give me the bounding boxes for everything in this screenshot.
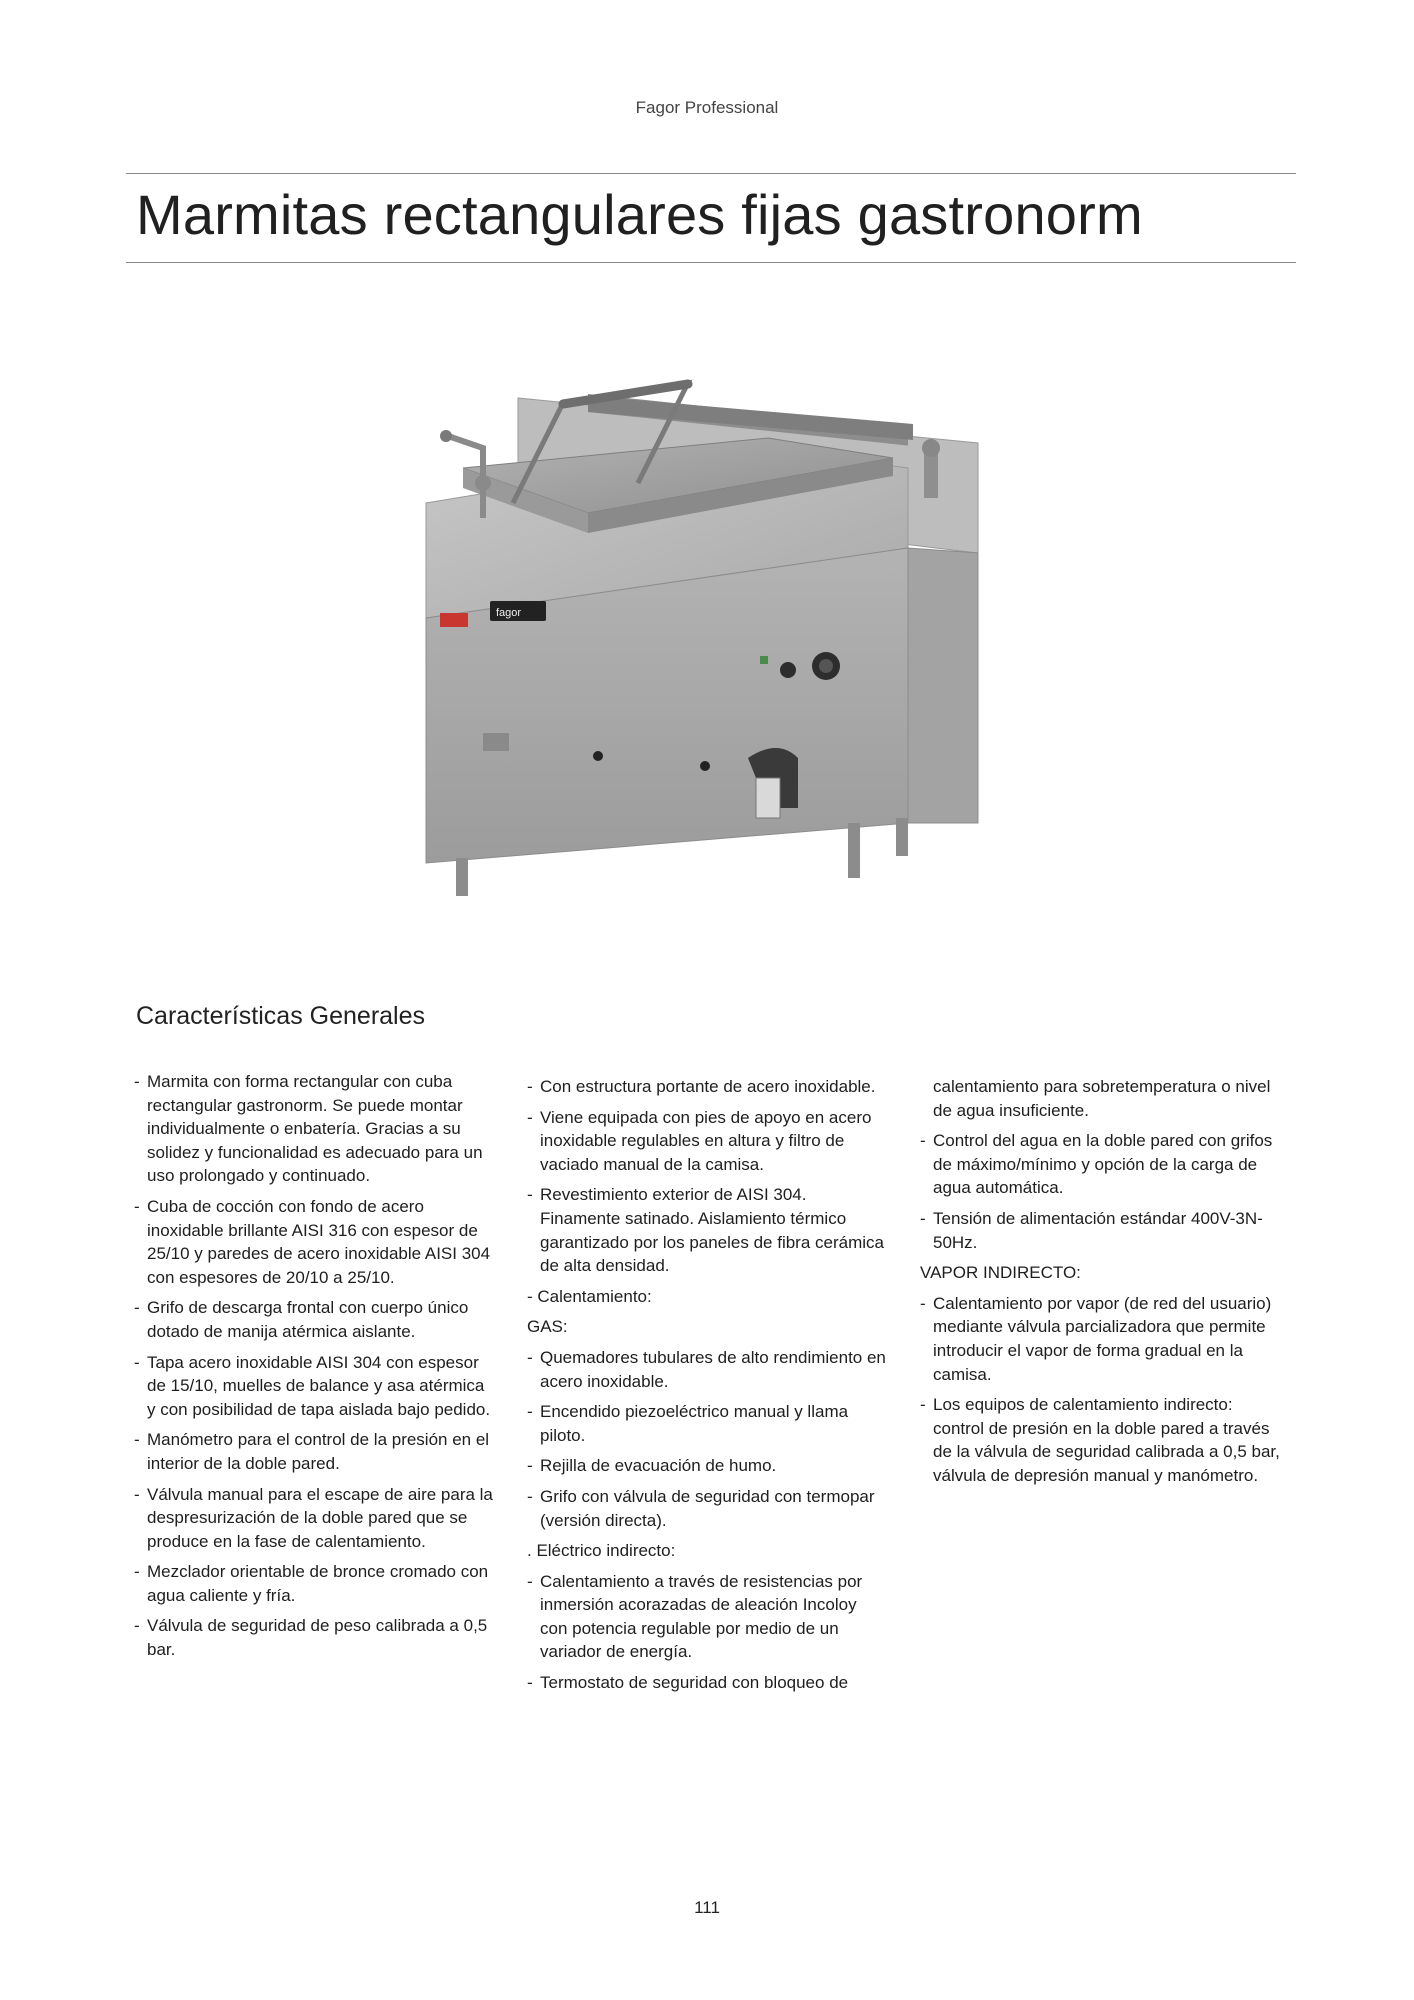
list-item-continuation: calentamiento para sobretemperatura o nivel de agua insuficiente. xyxy=(933,1077,1271,1120)
product-image xyxy=(208,318,1088,928)
list-item: - Tensión de alimentación estándar 400V-3N-50Hz. xyxy=(920,1208,1263,1252)
brand-header: Fagor Professional xyxy=(635,98,779,117)
list-item: - Cuba de cocción con fondo de acero inoxidable brillante AISI 316 con espesor de 25/10 y paredes de acero inoxidable AISI 304 con espesores de 20/10 a 25/10. xyxy=(134,1196,491,1287)
list-item: - Los equipos de calentamiento indirecto: control de presión en la doble pared a través de la válvula de seguridad calibrada a 0,5 bar, válvula de depresión manual y manómetro. xyxy=(920,1395,1280,1485)
list-item: - Viene equipada con pies de apoyo en acero inoxidable regulables en altura y filtro de vaciado manual de la camisa. xyxy=(527,1107,872,1174)
list-item: - Revestimiento exterior de AISI 304. Finamente satinado. Aislamiento térmico garantizado por los paneles de fibra cerámica de alta densidad. xyxy=(527,1185,884,1276)
list-item: - Válvula manual para el escape de aire para la despresurización de la doble pared que se produce en la fase de calentamiento. xyxy=(134,1484,493,1551)
list-item: - Marmita con forma rectangular con cuba rectangular gastronorm. Se puede montar individualmente o enbatería. Gracias a su solidez y funcionalidad es adecuado para un uso prolongado y continuado. xyxy=(134,1072,483,1186)
list-item: - Control del agua en la doble pared con grifos de máximo/mínimo y opción de la carga de agua automática. xyxy=(920,1131,1273,1198)
badge-text: fagor xyxy=(496,607,522,619)
list-item: - Grifo con válvula de seguridad con termopar (versión directa). xyxy=(527,1486,875,1530)
list-item: - Tapa acero inoxidable AISI 304 con espesor de 15/10, muelles de balance y asa atérmica y con posibilidad de tapa aislada bajo pedido. xyxy=(134,1352,491,1419)
list-item: - Válvula de seguridad de peso calibrada a 0,5 bar. xyxy=(134,1616,488,1660)
column-3 xyxy=(920,1075,1280,1495)
list-item: - Quemadores tubulares de alto rendimiento en acero inoxidable. xyxy=(527,1347,886,1391)
list-item: - Termostato de seguridad con bloqueo de xyxy=(527,1673,849,1693)
list-item: - Con estructura portante de acero inoxidable. xyxy=(527,1077,876,1096)
list-item: - Grifo de descarga frontal con cuerpo único dotado de manija atérmica aislante. xyxy=(134,1298,469,1341)
title-top-rule xyxy=(126,173,1296,174)
page-title: Marmitas rectangulares fijas gastronorm xyxy=(136,183,1143,246)
column-2 xyxy=(527,1075,887,1702)
electric-label: . Eléctrico indirecto: xyxy=(527,1541,676,1561)
heating-label: - Calentamiento: xyxy=(527,1286,652,1306)
list-item: - Mezclador orientable de bronce cromado con agua caliente y fría. xyxy=(134,1562,489,1605)
section-title: Características Generales xyxy=(136,1002,426,1030)
list-item: - Encendido piezoeléctrico manual y llama piloto. xyxy=(527,1402,849,1445)
list-item: - Calentamiento a través de resistencias por inmersión acorazadas de aleación Incoloy con potencia regulable por medio de un variador de energía. xyxy=(527,1571,863,1662)
list-item: - Manómetro para el control de la presión en el interior de la doble pared. xyxy=(134,1430,490,1473)
steam-label: VAPOR INDIRECTO: xyxy=(920,1263,1081,1283)
title-bottom-rule xyxy=(126,262,1296,263)
list-item: - Rejilla de evacuación de humo. xyxy=(527,1456,777,1476)
column-1 xyxy=(134,1070,494,1669)
gas-label: GAS: xyxy=(527,1317,568,1337)
list-item: - Calentamiento por vapor (de red del usuario) mediante válvula parcializadora que permite introducir el vapor de forma gradual en la camisa. xyxy=(920,1293,1272,1384)
page-number: 111 xyxy=(694,1898,720,1917)
